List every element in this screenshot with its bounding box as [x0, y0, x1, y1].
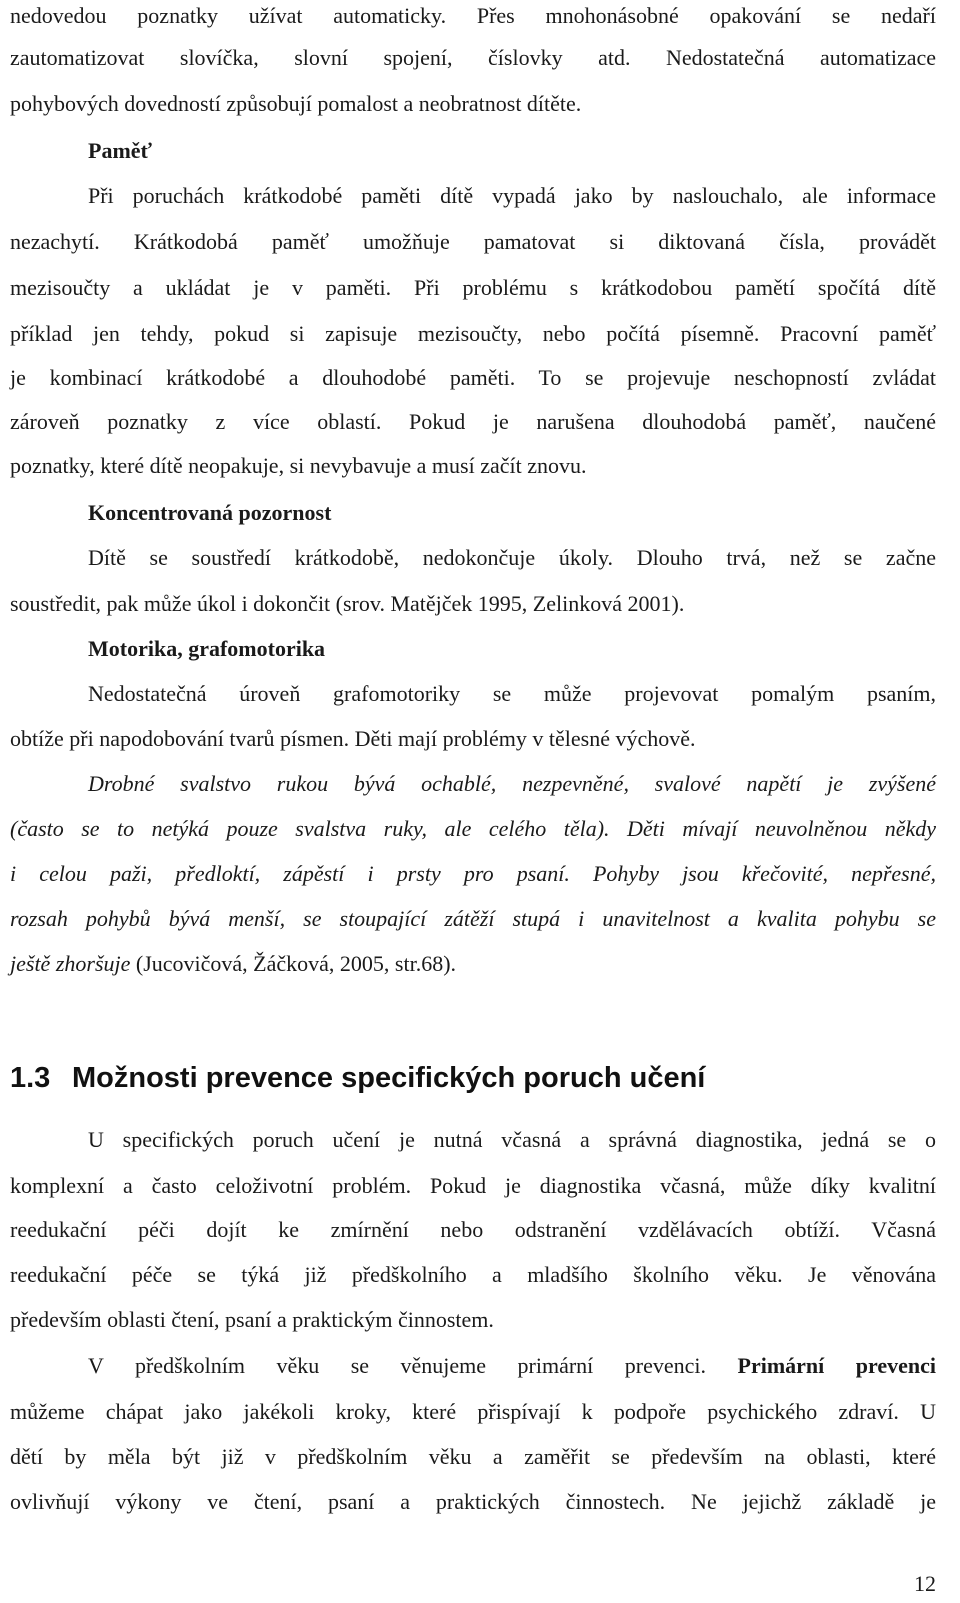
- text-segment: i celou paži, předloktí, zápěstí i prsty pro psaní. Pohyby jsou křečovité, nepřesné,: [10, 861, 936, 886]
- text-segment: nezachytí. Krátkodobá paměť umožňuje pamatovat si diktovaná čísla, provádět: [10, 229, 936, 254]
- text-segment: reedukační péče se týká již předškolního a mladšího školního věku. Je věnována: [10, 1262, 936, 1287]
- section-title: Možnosti prevence specifických poruch učení: [72, 1062, 706, 1094]
- text-segment: pohybových dovedností způsobují pomalost a neobratnost dítěte.: [10, 91, 582, 116]
- text-segment: Paměť: [88, 138, 152, 163]
- text-segment: ovlivňují výkony ve čtení, psaní a praktických činnostech. Ne jejichž základě je: [10, 1489, 936, 1514]
- text-segment: (často se to netýká pouze svalstva ruky, ale celého těla). Děti mívají neuvolněnou někdy: [10, 816, 936, 841]
- text-segment: obtíže při napodobování tvarů písmen. Děti mají problémy v tělesné výchově.: [10, 726, 696, 751]
- text-line: [10, 1304, 936, 1336]
- text-line: [88, 497, 936, 529]
- text-line: [88, 633, 936, 665]
- text-line: [10, 723, 936, 755]
- text-segment: příklad jen tehdy, pokud si zapisuje mezisoučty, nebo počítá písemně. Pracovní paměť: [10, 321, 936, 346]
- text-segment: dětí by měla být již v předškolním věku a zaměřit se především na oblasti, které: [10, 1444, 936, 1469]
- text-line: [88, 1124, 936, 1156]
- text-segment: můžeme chápat jako jakékoli kroky, které přispívají k podpoře psychického zdraví. U: [10, 1399, 936, 1424]
- section-number: 1.3: [10, 1062, 51, 1094]
- text-segment: Nedostatečná úroveň grafomotoriky se může projevovat pomalým psaním,: [88, 681, 936, 706]
- text-line: [88, 135, 936, 167]
- text-line: [10, 588, 936, 620]
- text-segment: především oblasti čtení, psaní a praktickým činnostem.: [10, 1307, 494, 1332]
- text-segment: Drobné svalstvo rukou bývá ochablé, nezpevněné, svalové napětí je zvýšené: [88, 771, 936, 796]
- text-line: [10, 272, 936, 304]
- text-segment: je kombinací krátkodobé a dlouhodobé paměti. To se projevuje neschopností zvládat: [10, 365, 936, 390]
- text-line: [88, 768, 936, 800]
- text-segment: Při poruchách krátkodobé paměti dítě vypadá jako by naslouchalo, ale informace: [88, 183, 936, 208]
- text-line: [10, 1396, 936, 1428]
- text-segment: Motorika, grafomotorika: [88, 636, 326, 661]
- text-segment: poznatky, které dítě neopakuje, si nevybavuje a musí začít znovu.: [10, 453, 587, 478]
- text-line: [10, 0, 936, 32]
- text-line: [10, 450, 936, 482]
- text-segment: ještě zhoršuje: [10, 951, 131, 976]
- text-segment: Primární prevenci: [737, 1353, 937, 1378]
- text-line: [10, 1259, 936, 1291]
- text-segment: reedukační péči dojít ke zmírnění nebo odstranění vzdělávacích obtíží. Včasná: [10, 1217, 936, 1242]
- text-line: [10, 948, 936, 980]
- text-line: [10, 42, 936, 74]
- page-number: 12: [914, 1571, 936, 1596]
- text-line: [10, 1486, 936, 1518]
- text-segment: zautomatizovat slovíčka, slovní spojení, číslovky atd. Nedostatečná automatizace: [10, 45, 936, 70]
- text-line: [88, 1350, 936, 1382]
- text-segment: (Jucovičová, Žáčková, 2005, str.68).: [130, 951, 457, 976]
- text-line: [10, 813, 936, 845]
- text-line: [10, 362, 936, 394]
- text-segment: zároveň poznatky z více oblastí. Pokud je narušena dlouhodobá paměť, naučené: [10, 409, 936, 434]
- text-line: [10, 858, 936, 890]
- section-heading: [10, 1058, 705, 1098]
- text-segment: V předškolním věku se věnujeme primární prevenci.: [88, 1353, 738, 1378]
- text-line: [10, 903, 936, 935]
- text-segment: rozsah pohybů bývá menší, se stoupající zátěží stupá i unavitelnost a kvalita pohybu se: [10, 906, 936, 931]
- text-segment: komplexní a často celoživotní problém. Pokud je diagnostika včasná, může díky kvalitní: [10, 1173, 936, 1198]
- text-segment: soustředit, pak může úkol i dokončit (srov. Matějček 1995, Zelinková 2001).: [10, 591, 685, 616]
- text-line: [10, 1170, 936, 1202]
- text-line: [10, 1214, 936, 1246]
- text-line: [88, 542, 936, 574]
- text-segment: U specifických poruch učení je nutná včasná a správná diagnostika, jedná se o: [88, 1127, 936, 1152]
- text-line: [10, 406, 936, 438]
- text-segment: Dítě se soustředí krátkodobě, nedokončuje úkoly. Dlouho trvá, než se začne: [88, 545, 936, 570]
- text-segment: nedovedou poznatky užívat automaticky. Přes mnohonásobné opakování se nedaří: [10, 3, 936, 28]
- text-line: [10, 1441, 936, 1473]
- text-line: [10, 226, 936, 258]
- text-line: [10, 88, 936, 120]
- text-line: [88, 678, 936, 710]
- text-line: [10, 318, 936, 350]
- text-segment: mezisoučty a ukládat je v paměti. Při problému s krátkodobou pamětí spočítá dítě: [10, 275, 936, 300]
- text-segment: Koncentrovaná pozornost: [88, 500, 332, 525]
- text-line: [88, 180, 936, 212]
